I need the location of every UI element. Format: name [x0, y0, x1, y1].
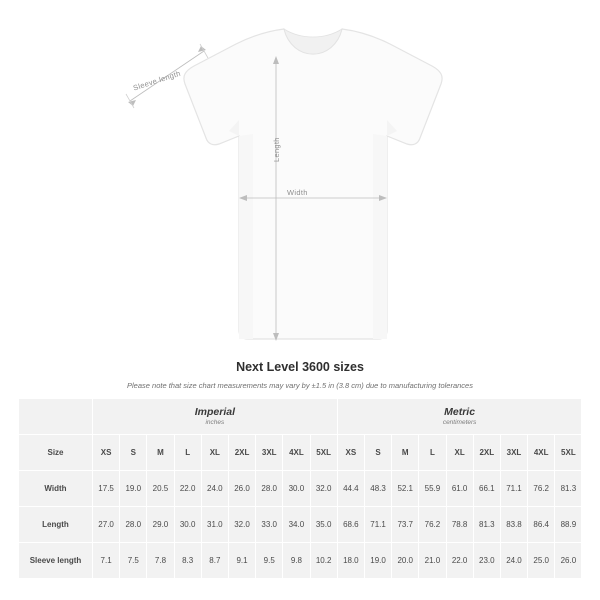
width-imperial-l: 22.0: [174, 471, 201, 507]
imperial-size-s: S: [120, 435, 147, 471]
metric-size-3xl: 3XL: [500, 435, 527, 471]
sleeve-metric-2xl: 23.0: [473, 543, 500, 579]
row-label-width: Width: [19, 471, 93, 507]
table-size-header-row: [19, 435, 582, 471]
length-imperial-4xl: 34.0: [283, 507, 310, 543]
table-corner-cell: [19, 399, 93, 435]
length-metric-s: 71.1: [364, 507, 391, 543]
metric-size-xl: XL: [446, 435, 473, 471]
length-metric-3xl: 83.8: [500, 507, 527, 543]
length-metric-m: 73.7: [392, 507, 419, 543]
width-metric-3xl: 71.1: [500, 471, 527, 507]
length-imperial-xl: 31.0: [201, 507, 228, 543]
sleeve-imperial-m: 7.8: [147, 543, 174, 579]
size-chart-table: [18, 398, 582, 579]
metric-name: Metric: [444, 405, 476, 418]
imperial-system-header: [93, 399, 338, 435]
width-imperial-xs: 17.5: [93, 471, 120, 507]
table-system-row: [19, 399, 582, 435]
sleeve-imperial-l: 8.3: [174, 543, 201, 579]
width-imperial-m: 20.5: [147, 471, 174, 507]
imperial-size-l: L: [174, 435, 201, 471]
imperial-name: Imperial: [194, 405, 236, 418]
width-metric-xs: 44.4: [337, 471, 364, 507]
metric-size-l: L: [419, 435, 446, 471]
imperial-size-5xl: 5XL: [310, 435, 337, 471]
title-block: [0, 350, 600, 390]
sleeve-metric-5xl: 26.0: [555, 543, 582, 579]
sleeve-imperial-s: 7.5: [120, 543, 147, 579]
sleeve-metric-xl: 22.0: [446, 543, 473, 579]
width-metric-4xl: 76.2: [528, 471, 555, 507]
size-header-cell: Size: [19, 435, 93, 471]
length-imperial-2xl: 32.0: [228, 507, 255, 543]
imperial-unit: inches: [205, 418, 225, 426]
length-imperial-5xl: 35.0: [310, 507, 337, 543]
sleeve-length-label: Sleeve length: [132, 68, 182, 93]
sleeve-metric-l: 21.0: [419, 543, 446, 579]
length-imperial-s: 28.0: [120, 507, 147, 543]
table-row: [19, 471, 582, 507]
sleeve-metric-xs: 18.0: [337, 543, 364, 579]
metric-size-4xl: 4XL: [528, 435, 555, 471]
measurement-note: Please note that size chart measurements may vary by ±1.5 in (3.8 cm) due to manufacturing tolerances: [127, 381, 473, 390]
width-label: Width: [287, 188, 308, 197]
size-table-container: [18, 398, 582, 579]
sleeve-metric-4xl: 25.0: [528, 543, 555, 579]
metric-unit: centimeters: [442, 418, 477, 426]
width-metric-2xl: 66.1: [473, 471, 500, 507]
sleeve-metric-m: 20.0: [392, 543, 419, 579]
width-imperial-3xl: 28.0: [256, 471, 283, 507]
page-title: Next Level 3600 sizes: [236, 360, 364, 374]
width-imperial-5xl: 32.0: [310, 471, 337, 507]
imperial-size-3xl: 3XL: [256, 435, 283, 471]
width-metric-s: 48.3: [364, 471, 391, 507]
imperial-size-m: M: [147, 435, 174, 471]
width-metric-xl: 61.0: [446, 471, 473, 507]
sleeve-metric-3xl: 24.0: [500, 543, 527, 579]
sleeve-imperial-3xl: 9.5: [256, 543, 283, 579]
row-label-sleeve-length: Sleeve length: [19, 543, 93, 579]
length-imperial-l: 30.0: [174, 507, 201, 543]
imperial-size-2xl: 2XL: [228, 435, 255, 471]
length-metric-l: 76.2: [419, 507, 446, 543]
metric-system-header: [337, 399, 582, 435]
row-label-length: Length: [19, 507, 93, 543]
imperial-size-xl: XL: [201, 435, 228, 471]
imperial-size-4xl: 4XL: [283, 435, 310, 471]
length-metric-xs: 68.6: [337, 507, 364, 543]
sleeve-imperial-2xl: 9.1: [228, 543, 255, 579]
width-metric-l: 55.9: [419, 471, 446, 507]
sleeve-metric-s: 19.0: [364, 543, 391, 579]
length-metric-4xl: 86.4: [528, 507, 555, 543]
sleeve-imperial-xl: 8.7: [201, 543, 228, 579]
length-metric-5xl: 88.9: [555, 507, 582, 543]
length-imperial-xs: 27.0: [93, 507, 120, 543]
width-imperial-xl: 24.0: [201, 471, 228, 507]
length-label: Length: [272, 137, 281, 162]
metric-size-m: M: [392, 435, 419, 471]
width-imperial-s: 19.0: [120, 471, 147, 507]
metric-size-5xl: 5XL: [555, 435, 582, 471]
metric-size-2xl: 2XL: [473, 435, 500, 471]
metric-size-xs: XS: [337, 435, 364, 471]
width-imperial-4xl: 30.0: [283, 471, 310, 507]
length-imperial-m: 29.0: [147, 507, 174, 543]
metric-size-s: S: [364, 435, 391, 471]
sleeve-imperial-4xl: 9.8: [283, 543, 310, 579]
imperial-size-xs: XS: [93, 435, 120, 471]
width-metric-5xl: 81.3: [555, 471, 582, 507]
table-row: [19, 507, 582, 543]
length-imperial-3xl: 33.0: [256, 507, 283, 543]
width-imperial-2xl: 26.0: [228, 471, 255, 507]
sleeve-imperial-5xl: 10.2: [310, 543, 337, 579]
sleeve-imperial-xs: 7.1: [93, 543, 120, 579]
table-row: [19, 543, 582, 579]
length-metric-2xl: 81.3: [473, 507, 500, 543]
length-metric-xl: 78.8: [446, 507, 473, 543]
width-metric-m: 52.1: [392, 471, 419, 507]
